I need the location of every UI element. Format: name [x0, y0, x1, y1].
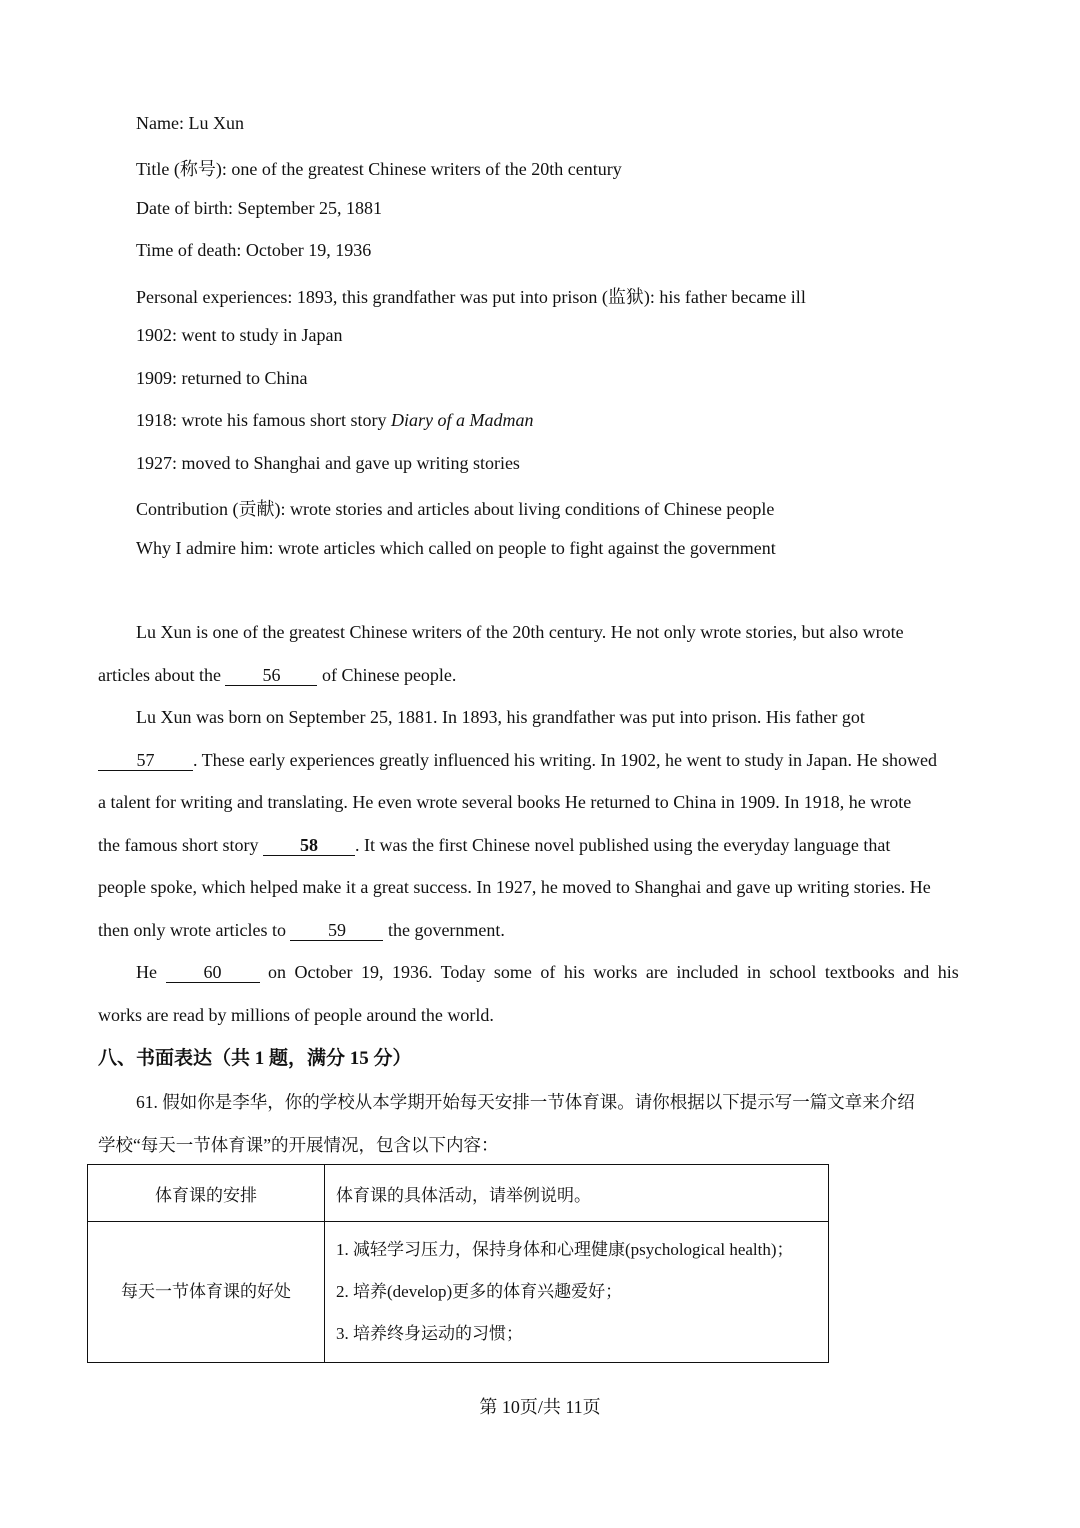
passage-text: then only wrote articles to — [98, 920, 286, 940]
info-dob: Date of birth: September 25, 1881 — [136, 198, 382, 218]
table-cell: 体育课的具体活动，请举例说明。 — [325, 1165, 829, 1222]
info-name: Name: Lu Xun — [136, 113, 244, 133]
blank-60: 60 — [166, 963, 260, 983]
info-1918-prefix: 1918: wrote his famous short story — [136, 410, 391, 430]
passage-text: the government. — [387, 920, 505, 940]
passage-p3-line2: works are read by millions of people around the world. — [98, 1005, 494, 1025]
passage-p3-line1 — [136, 962, 982, 983]
blank-57: 57 — [98, 751, 193, 771]
passage-p2-line5: people spoke, which helped make it a great success. In 1927, he moved to Shanghai and gave up writing stories. He — [98, 877, 931, 897]
list-item: 1. 减轻学习压力，保持身体和心理健康(psychological health)； — [336, 1240, 794, 1259]
info-admire: Why I admire him: wrote articles which called on people to fight against the government — [136, 538, 776, 558]
info-1918-title: Diary of a Madman — [390, 410, 534, 430]
blank-56: 56 — [225, 666, 317, 686]
table-row — [88, 1222, 829, 1363]
passage-p2-line2 — [98, 750, 937, 771]
passage-text: the famous short story — [98, 835, 259, 855]
list-item: 3. 培养终身运动的习惯； — [336, 1324, 523, 1343]
table-row — [88, 1165, 829, 1222]
list-item: 2. 培养(develop)更多的体育兴趣爱好； — [336, 1282, 623, 1301]
table-cell: 每天一节体育课的好处 — [88, 1222, 325, 1363]
info-death: Time of death: October 19, 1936 — [136, 240, 372, 260]
page-number: 第 10页/共 11页 — [479, 1397, 601, 1417]
blank-59: 59 — [290, 921, 383, 941]
passage-p2-line1: Lu Xun was born on September 25, 1881. In 1893, his grandfather was put into prison. His father got — [136, 707, 865, 727]
info-contribution: Contribution (贡献): wrote stories and articles about living conditions of Chinese people — [136, 499, 775, 519]
passage-text: of Chinese people. — [321, 665, 457, 685]
info-1909: 1909: returned to China — [136, 368, 308, 388]
question-61-line1: 61. 假如你是李华，你的学校从本学期开始每天安排一节体育课。请你根据以下提示写一篇文章来介绍 — [136, 1092, 915, 1112]
passage-p2-line6 — [98, 920, 505, 941]
section-heading: 八、书面表达（共 1 题，满分 15 分） — [98, 1048, 412, 1069]
blank-58: 58 — [263, 836, 355, 856]
info-1918 — [136, 410, 533, 431]
passage-p2-line3: a talent for writing and translating. He even wrote several books He returned to China in 1909. In 1918, he wrote — [98, 792, 912, 812]
passage-text: . These early experiences greatly influenced his writing. In 1902, he went to study in Japan. He showed — [193, 750, 937, 770]
table-cell: 体育课的安排 — [88, 1165, 325, 1222]
info-title: Title (称号): one of the greatest Chinese writers of the 20th century — [136, 159, 622, 179]
info-1902: 1902: went to study in Japan — [136, 325, 343, 345]
info-1927: 1927: moved to Shanghai and gave up writing stories — [136, 453, 520, 473]
table-cell — [325, 1222, 829, 1363]
passage-text: He — [136, 962, 157, 982]
passage-p2-line4 — [98, 835, 890, 856]
passage-text: . It was the first Chinese novel published using the everyday language that — [354, 835, 891, 855]
question-61-line2: 学校“每天一节体育课”的开展情况，包含以下内容： — [98, 1135, 499, 1155]
passage-text: on October 19, 1936. Today some of his works are included in school textbooks and his — [268, 962, 959, 982]
passage-text: articles about the — [98, 665, 221, 685]
info-experiences: Personal experiences: 1893, this grandfather was put into prison (监狱): his father became ill — [136, 287, 806, 307]
passage-p1-line1: Lu Xun is one of the greatest Chinese writers of the 20th century. He not only wrote stories, but also wrote — [136, 622, 904, 642]
passage-p1-line2 — [98, 665, 456, 686]
writing-prompt-table — [87, 1164, 829, 1363]
